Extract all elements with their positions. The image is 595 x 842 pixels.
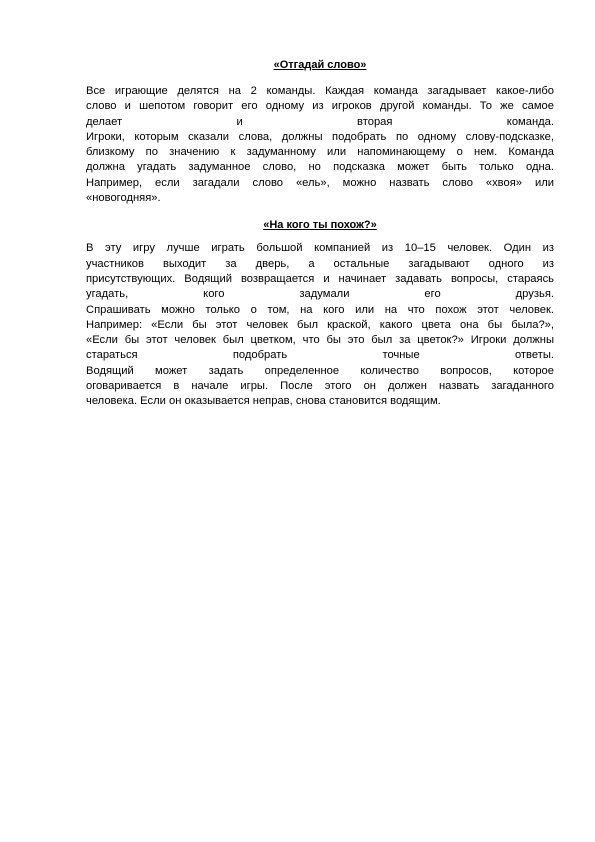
paragraph-line: слово и шепотом говорит его одному из игроков другой команды. То же самое: [86, 100, 554, 113]
paragraph-line: должна угадать задуманное слово, но подсказка может быть только одна.: [86, 161, 554, 174]
paragraph-line: Водящий может задать определенное количество вопросов, которое: [86, 364, 554, 377]
section-title-who-do-you-look-like: «На кого ты похож?»: [263, 219, 377, 232]
section-body-guess-word: [86, 84, 554, 206]
paragraph-line: Например, если загадали слово «ель», можно назвать слово «хвоя» или: [86, 176, 554, 189]
paragraph-line: Игроки, которым сказали слова, должны подобрать по одному слову-подсказке,: [86, 130, 554, 143]
paragraph-line: В эту игру лучше играть большой компанией из 10–15 человек. Один из: [86, 242, 554, 255]
paragraph-line: оговаривается в начале игры. После этого он должен назвать загаданного: [86, 380, 554, 393]
paragraph-line: Спрашивать можно только о том, на кого или на что похож этот человек.: [86, 303, 554, 316]
paragraph-line: «новогодняя».: [86, 192, 161, 205]
paragraph-line: Все играющие делятся на 2 команды. Каждая команда загадывает какое-либо: [86, 85, 554, 97]
section-body-who-do-you-look-like: [86, 241, 554, 409]
paragraph-line: стараться подобрать точные ответы.: [86, 349, 554, 362]
paragraph-line: близкому по значению к задуманному или напоминающему о нем. Команда: [86, 146, 554, 159]
paragraph-line: присутствующих. Водящий возвращается и начинает задавать вопросы, стараясь: [86, 272, 554, 285]
paragraph-line: участников выходит за дверь, а остальные загадывают одного из: [86, 257, 554, 270]
paragraph-line: «Если бы этот человек был цветком, что бы это был за цветок?» Игроки должны: [86, 334, 554, 347]
paragraph-line: Например: «Если бы этот человек был краской, какого цвета она бы была?»,: [86, 318, 554, 331]
paragraph-line: делает и вторая команда.: [86, 115, 554, 128]
paragraph-line: угадать, кого задумали его друзья.: [86, 288, 554, 301]
section-title-guess-word: «Отгадай слово»: [273, 59, 367, 71]
document-page: [86, 58, 554, 410]
paragraph-line: человека. Если он оказывается неправ, снова становится водящим.: [86, 395, 441, 408]
